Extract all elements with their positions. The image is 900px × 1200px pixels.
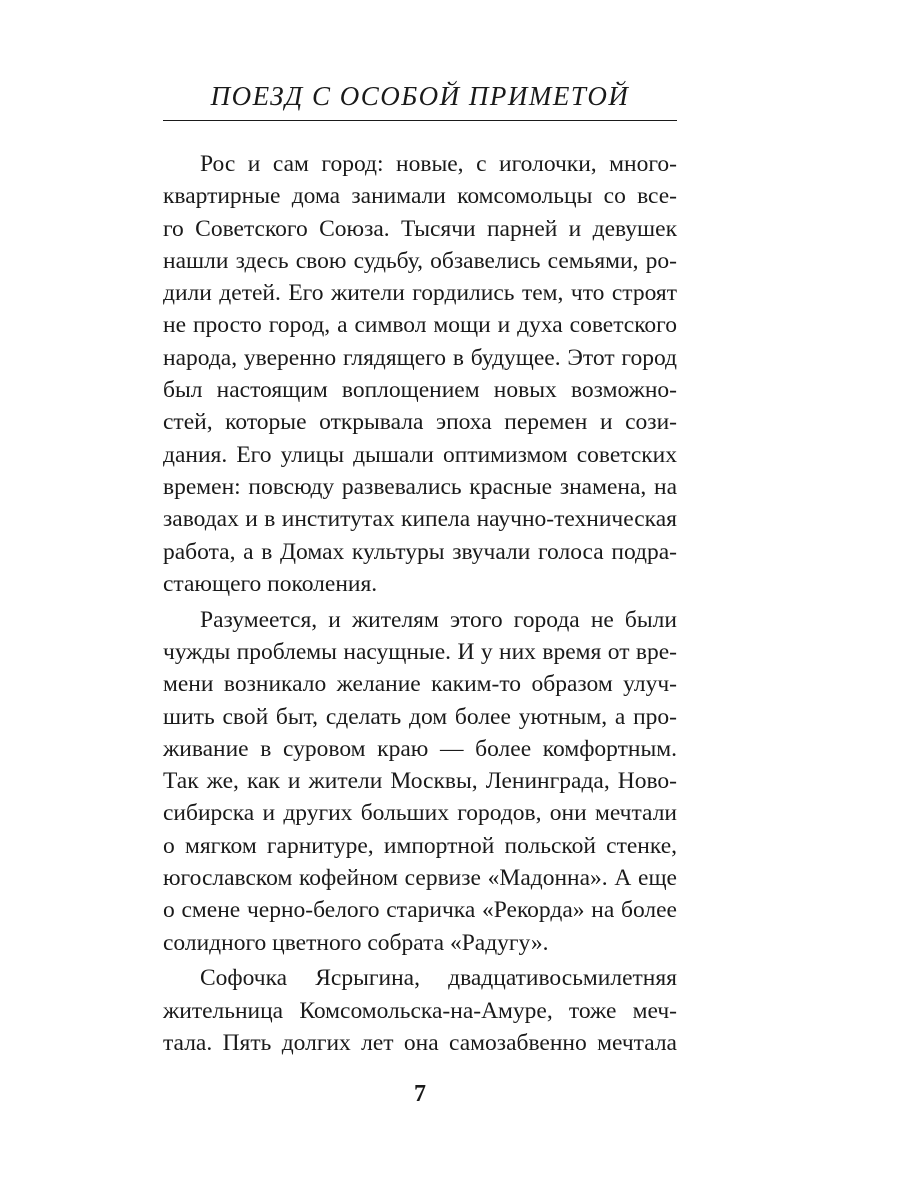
text-line: стей, которые открывала эпоха перемен и сози- xyxy=(163,409,677,436)
text-line: сибирска и других больших городов, они мечтали xyxy=(163,800,677,827)
text-line: не просто город, а символ мощи и духа советского xyxy=(163,312,677,339)
text-line: го Советского Союза. Тысячи парней и девушек xyxy=(163,215,677,242)
text-line: Рос и сам город: новые, с иголочки, много- xyxy=(200,151,677,177)
page-number: 7 xyxy=(414,1081,426,1107)
text-line: Разумеется, и жителям этого города не были xyxy=(200,606,677,633)
paragraph xyxy=(163,148,677,600)
text-line: был настоящим воплощением новых возможно- xyxy=(163,377,677,404)
text-line: народа, уверенно глядящего в будущее. Этот город xyxy=(163,344,677,371)
header-rule xyxy=(163,120,677,121)
text-line: о мягком гарнитуре, импортной польской стенке, xyxy=(163,832,677,859)
text-line: дания. Его улицы дышали оптимизмом советских xyxy=(163,441,677,468)
text-line: живание в суровом краю — более комфортным. xyxy=(163,735,677,762)
body-text xyxy=(163,148,677,1059)
text-line: тала. Пять долгих лет она самозабвенно мечтала xyxy=(163,1030,677,1057)
text-line: нашли здесь свою судьбу, обзавелись семьями, ро- xyxy=(163,247,677,274)
paragraph xyxy=(163,962,677,1059)
text-line: дили детей. Его жители гордились тем, что строят xyxy=(163,280,677,307)
text-line: Так же, как и жители Москвы, Ленинграда, Ново- xyxy=(163,768,677,795)
text-line: мени возникало желание каким-то образом улуч- xyxy=(163,671,677,698)
text-line: шить свой быт, сделать дом более уютным, а про- xyxy=(163,703,677,730)
text-line: югославском кофейном сервизе «Мадонна». А еще xyxy=(163,865,677,892)
text-line: чужды проблемы насущные. И у них время от вре- xyxy=(163,638,677,665)
text-line: стающего поколения. xyxy=(163,570,378,597)
text-line: Софочка Ясрыгина, двадцативосьмилетняя xyxy=(200,965,677,992)
text-line: времен: повсюду развевались красные знамена, на xyxy=(163,473,677,500)
text-line: о смене черно-белого старичка «Рекорда» на более xyxy=(163,897,677,924)
text-line: квартирные дома занимали комсомольцы со все- xyxy=(163,183,677,210)
text-line: жительница Комсомольска-на-Амуре, тоже меч- xyxy=(163,997,677,1024)
paragraph xyxy=(163,604,677,959)
text-line: солидного цветного собрата «Радугу». xyxy=(163,929,549,956)
text-line: заводах и в институтах кипела научно-техническая xyxy=(163,506,677,533)
text-line: работа, а в Домах культуры звучали голоса подра- xyxy=(163,538,677,565)
running-head: ПОЕЗД С ОСОБОЙ ПРИМЕТОЙ xyxy=(210,81,630,111)
